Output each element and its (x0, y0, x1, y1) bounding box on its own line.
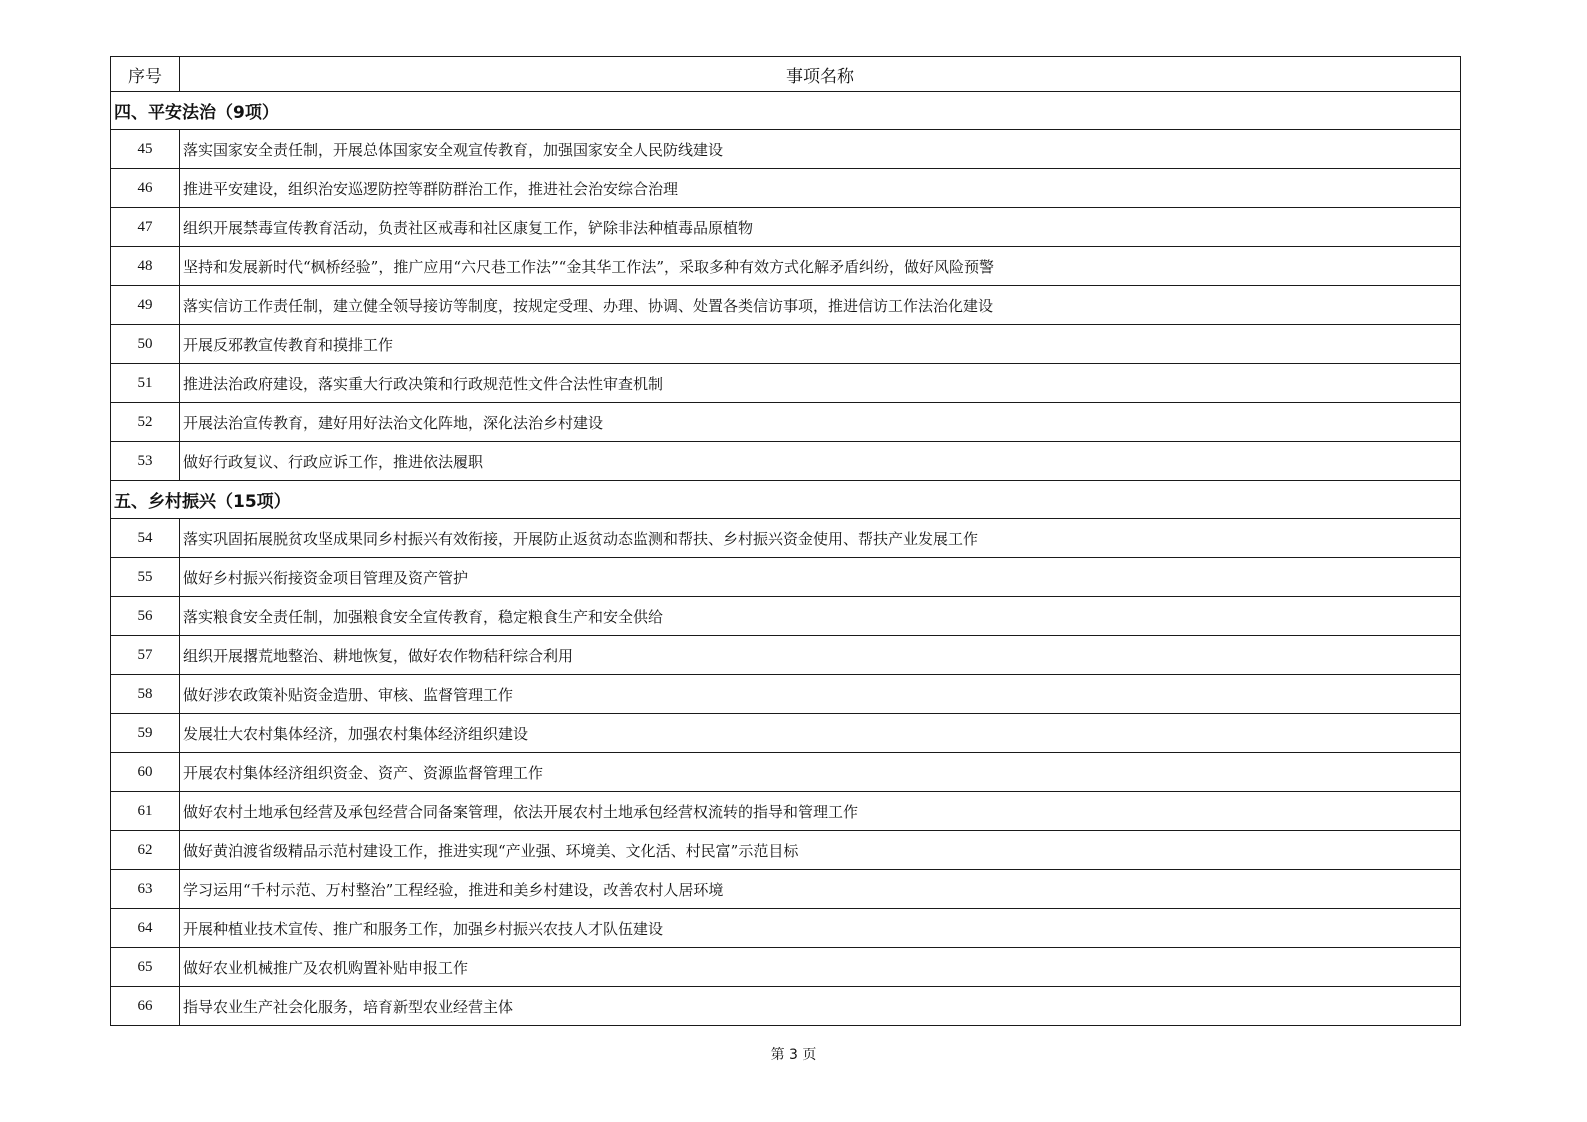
serial-number-cell: 50 (111, 325, 180, 364)
section-title: 五、乡村振兴（15项） (111, 481, 1461, 519)
matter-name-cell: 做好黄泊渡省级精品示范村建设工作，推进实现“产业强、环境美、文化活、村民富”示范目标 (180, 831, 1461, 870)
table-row (111, 792, 1461, 831)
table-row (111, 714, 1461, 753)
matter-name-cell: 开展法治宣传教育，建好用好法治文化阵地，深化法治乡村建设 (180, 403, 1461, 442)
matter-name-cell: 指导农业生产社会化服务，培育新型农业经营主体 (180, 987, 1461, 1026)
table-row (111, 169, 1461, 208)
serial-number-cell: 49 (111, 286, 180, 325)
section-row (111, 481, 1461, 519)
table-row (111, 675, 1461, 714)
matter-name-cell: 落实信访工作责任制，建立健全领导接访等制度，按规定受理、办理、协调、处置各类信访事项，推进信访工作法治化建设 (180, 286, 1461, 325)
table-row (111, 208, 1461, 247)
table-row (111, 325, 1461, 364)
matter-name-cell: 做好乡村振兴衔接资金项目管理及资产管护 (180, 558, 1461, 597)
matter-name-cell: 推进平安建设，组织治安巡逻防控等群防群治工作，推进社会治安综合治理 (180, 169, 1461, 208)
matter-name-cell: 落实国家安全责任制，开展总体国家安全观宣传教育，加强国家安全人民防线建设 (180, 130, 1461, 169)
table-row (111, 948, 1461, 987)
matter-name-cell: 组织开展禁毒宣传教育活动，负责社区戒毒和社区康复工作，铲除非法种植毒品原植物 (180, 208, 1461, 247)
serial-number-cell: 60 (111, 753, 180, 792)
matter-name-cell: 落实巩固拓展脱贫攻坚成果同乡村振兴有效衔接，开展防止返贫动态监测和帮扶、乡村振兴资金使用、帮扶产业发展工作 (180, 519, 1461, 558)
table-row (111, 286, 1461, 325)
serial-number-cell: 52 (111, 403, 180, 442)
page-number: 第 3 页 (770, 1047, 817, 1063)
serial-number-cell: 66 (111, 987, 180, 1026)
matter-name-cell: 做好涉农政策补贴资金造册、审核、监督管理工作 (180, 675, 1461, 714)
matter-name-cell: 做好行政复议、行政应诉工作，推进依法履职 (180, 442, 1461, 481)
serial-number-cell: 58 (111, 675, 180, 714)
table-row (111, 597, 1461, 636)
matter-name-cell: 学习运用“千村示范、万村整治”工程经验，推进和美乡村建设，改善农村人居环境 (180, 870, 1461, 909)
serial-number-cell: 45 (111, 130, 180, 169)
matter-name-cell: 做好农业机械推广及农机购置补贴申报工作 (180, 948, 1461, 987)
table-row (111, 403, 1461, 442)
table-row (111, 364, 1461, 403)
serial-number-cell: 54 (111, 519, 180, 558)
serial-number-cell: 63 (111, 870, 180, 909)
serial-number-cell: 59 (111, 714, 180, 753)
matter-name-cell: 坚持和发展新时代“枫桥经验”，推广应用“六尺巷工作法”“金其华工作法”，采取多种有效方式化解矛盾纠纷，做好风险预警 (180, 247, 1461, 286)
table-row (111, 247, 1461, 286)
serial-number-cell: 47 (111, 208, 180, 247)
table-row (111, 870, 1461, 909)
section-row (111, 92, 1461, 130)
header-serial-number: 序号 (111, 57, 180, 92)
table-row (111, 442, 1461, 481)
table-row (111, 831, 1461, 870)
table-row (111, 909, 1461, 948)
section-title: 四、平安法治（9项） (111, 92, 1461, 130)
header-row (111, 57, 1461, 92)
matter-name-cell: 组织开展撂荒地整治、耕地恢复，做好农作物秸秆综合利用 (180, 636, 1461, 675)
matter-name-cell: 做好农村土地承包经营及承包经营合同备案管理，依法开展农村土地承包经营权流转的指导和管理工作 (180, 792, 1461, 831)
serial-number-cell: 56 (111, 597, 180, 636)
table-row (111, 987, 1461, 1026)
matter-name-cell: 发展壮大农村集体经济，加强农村集体经济组织建设 (180, 714, 1461, 753)
serial-number-cell: 46 (111, 169, 180, 208)
table-row (111, 558, 1461, 597)
serial-number-cell: 61 (111, 792, 180, 831)
table-row (111, 130, 1461, 169)
serial-number-cell: 57 (111, 636, 180, 675)
serial-number-cell: 48 (111, 247, 180, 286)
table-row (111, 519, 1461, 558)
serial-number-cell: 55 (111, 558, 180, 597)
header-matter-name: 事项名称 (180, 57, 1461, 92)
matter-name-cell: 落实粮食安全责任制，加强粮食安全宣传教育，稳定粮食生产和安全供给 (180, 597, 1461, 636)
serial-number-cell: 53 (111, 442, 180, 481)
table-row (111, 753, 1461, 792)
matter-name-cell: 推进法治政府建设，落实重大行政决策和行政规范性文件合法性审查机制 (180, 364, 1461, 403)
table-body (111, 92, 1461, 1026)
serial-number-cell: 64 (111, 909, 180, 948)
matter-name-cell: 开展种植业技术宣传、推广和服务工作，加强乡村振兴农技人才队伍建设 (180, 909, 1461, 948)
serial-number-cell: 51 (111, 364, 180, 403)
table-row (111, 636, 1461, 675)
matter-name-cell: 开展反邪教宣传教育和摸排工作 (180, 325, 1461, 364)
matter-name-cell: 开展农村集体经济组织资金、资产、资源监督管理工作 (180, 753, 1461, 792)
matters-table (110, 56, 1461, 1026)
serial-number-cell: 65 (111, 948, 180, 987)
serial-number-cell: 62 (111, 831, 180, 870)
